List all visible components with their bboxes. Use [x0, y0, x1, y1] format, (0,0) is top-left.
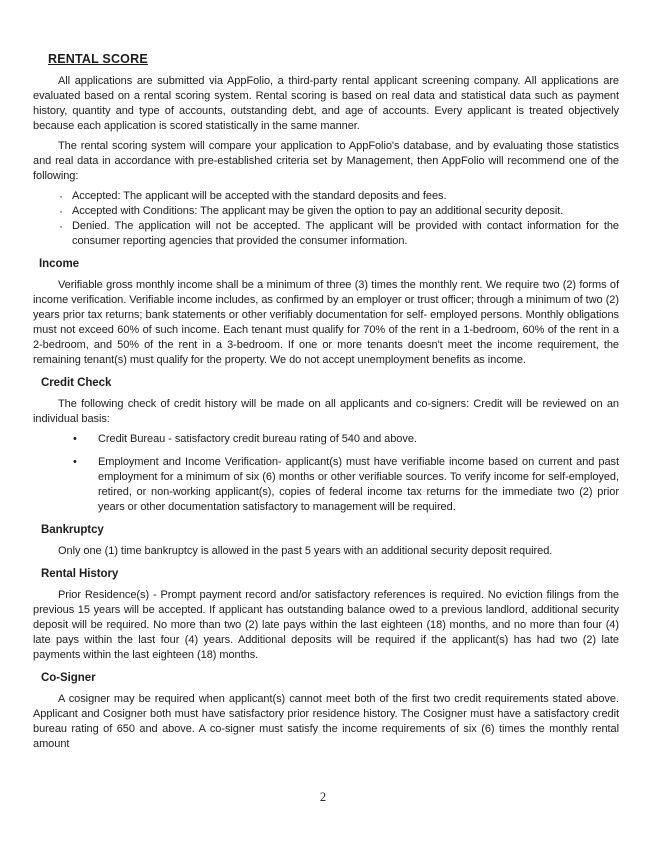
income-paragraph: Verifiable gross monthly income shall be a minimum of three (3) times the monthly rent. We require two (2) forms of income verification. Verifiable income includes, as confirmed by an employer or trust officer; through a minimum of two (2) years prior tax returns; bank statements or other verifiably documentation for self- employed persons. Monthly obligations must not exceed 60% of such income. Each tenant must qualify for 70% of the rent in a 1-bedroom, 60% of the rent in a 2-bedroom, and 50% of the rent in a 3-bedroom. If one or more tenants doesn't meet the income requirement, the remaining tenant(s) must qualify for the property. We do not accept unemployment benefits as income.	[33, 279, 619, 366]
section-heading-bankruptcy: Bankruptcy	[41, 524, 104, 536]
list-item-accepted	[33, 189, 619, 204]
bankruptcy-paragraph: Only one (1) time bankruptcy is allowed in the past 5 years with an additional security deposit required.	[58, 545, 553, 557]
bullet-icon: ·	[59, 204, 63, 218]
list-item-accepted-with-conditions	[33, 204, 619, 219]
credit-check-paragraph: The following check of credit history will be made on all applicants and co-signers: Credit will be reviewed on an individual basis:	[33, 398, 619, 425]
recommendation-list	[33, 189, 619, 249]
list-item-credit-bureau	[33, 432, 619, 447]
bullet-icon: •	[73, 433, 77, 445]
list-item-text: Employment and Income Verification- applicant(s) must have verifiable income based on current and past employment for a minimum of six (6) months or other verifiable sources. To verify income for self-employed, retired, or non-working applicant(s), copies of federal income tax returns for the immediate two (2) prior years or other documentation satisfactory to management will be required.	[98, 456, 619, 513]
list-item-text: Credit Bureau - satisfactory credit bureau rating of 540 and above.	[98, 433, 417, 445]
co-signer-paragraph: A cosigner may be required when applicant(s) cannot meet both of the first two credit requirements stated above. Applicant and Cosigner both must have satisfactory prior residence history. The Cosigner must have a satisfactory credit bureau rating of 650 and above. A co-signer must satisfy the income requirements of six (6) times the monthly rental amount	[33, 693, 619, 750]
list-item-denied	[33, 219, 619, 249]
bullet-icon: ·	[59, 219, 63, 233]
section-heading-rental-history: Rental History	[41, 568, 119, 580]
doc-title: RENTAL SCORE	[48, 52, 148, 66]
list-item-text: Denied. The application will not be accepted. The applicant will be provided with contact information for the consumer reporting agencies that provided the consumer information.	[72, 220, 619, 247]
rental-history-paragraph: Prior Residence(s) - Prompt payment record and/or satisfactory references is required. No eviction filings from the previous 15 years will be accepted. If applicant has outstanding balance owed to a previous landlord, additional security deposit will be required. No more than two (2) late pays within the last eighteen (18) months, and no more than four (4) late pays within the last four (4) years. Additional deposits will be required if the applicant(s) has had two (2) late payments within the last eighteen (18) months.	[33, 589, 619, 661]
section-heading-co-signer: Co-Signer	[41, 672, 96, 684]
list-item-text: Accepted: The applicant will be accepted with the standard deposits and fees.	[72, 190, 447, 202]
section-heading-income: Income	[39, 258, 79, 270]
bullet-icon: ·	[59, 189, 63, 203]
bullet-icon: •	[73, 456, 77, 468]
list-item-employment-income-verification	[33, 455, 619, 515]
intro-paragraph-2: The rental scoring system will compare your application to AppFolio's database, and by evaluating those statistics and real data in accordance with pre-established criteria set by Management, then AppFolio will recommend one of the following:	[33, 140, 619, 182]
page-number: 2	[319, 790, 327, 804]
credit-check-list	[33, 432, 619, 515]
list-item-text: Accepted with Conditions: The applicant may be given the option to pay an additional security deposit.	[72, 205, 564, 217]
section-heading-credit-check: Credit Check	[41, 377, 112, 389]
intro-paragraph-1: All applications are submitted via AppFolio, a third-party rental applicant screening company. All applications are evaluated based on a rental scoring system. Rental scoring is based on real data and statistical data such as payment history, quantity and type of accounts, outstanding debt, and age of accounts. Every applicant is treated objectively because each application is scored statistically in the same manner.	[33, 75, 619, 132]
